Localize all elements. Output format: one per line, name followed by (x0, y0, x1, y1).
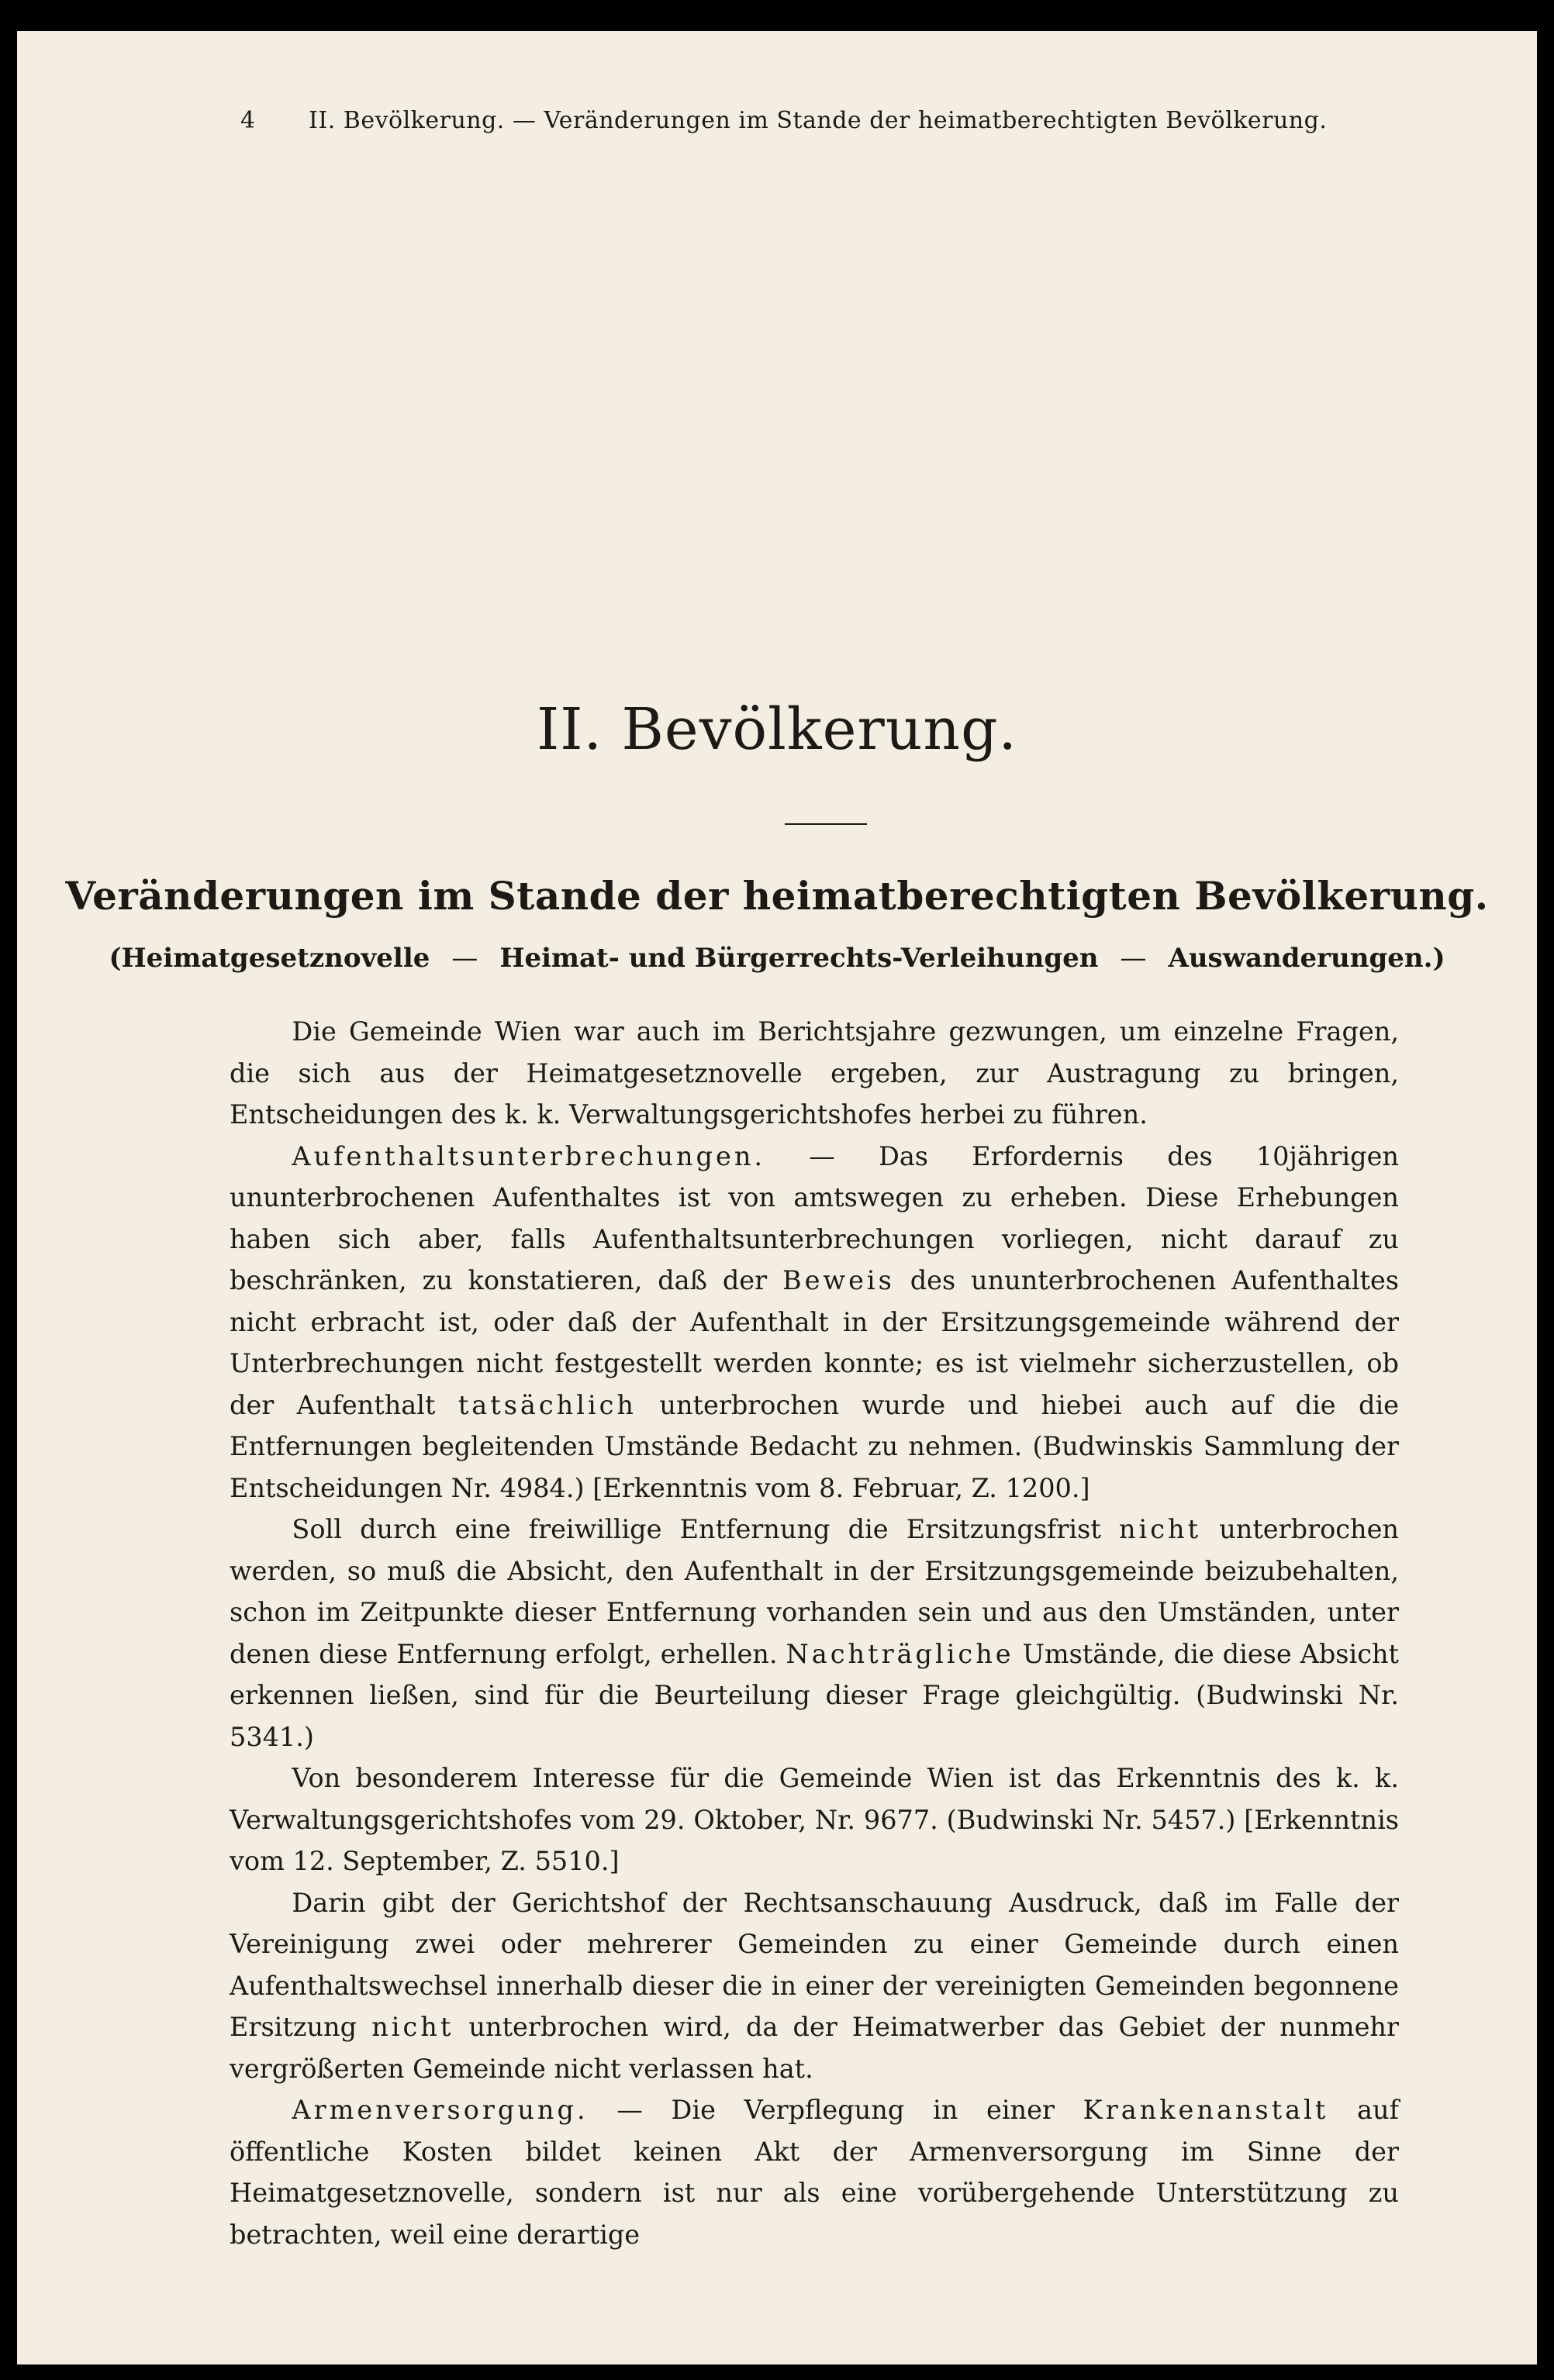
topic-verleihungen: Heimat- und Bürgerrechts-Verleihungen (499, 943, 1099, 974)
emphasis-beweis: Beweis (782, 1265, 895, 1295)
paragraph-text: unterbrochen werden, so muß die Absicht, den Aufenthalt in der Ersitzungsgemeinde beizubehalten, schon im Zeitpunkte dieser Entfernung vorhanden sein und aus den Umständen, unter denen diese Entfernung erfolgt, erhellen. (230, 1514, 1400, 1669)
header-separator: — (512, 107, 537, 134)
emphasis-tatsaechlich: tatsächlich (458, 1389, 637, 1420)
topic-auswanderungen: Auswanderungen. (1168, 943, 1433, 974)
paragraph-text: unterbrochen wurde und hiebei auch auf die die Entfernungen begleitenden Umstände Bedacht zu nehmen. (Budwinskis Sammlung der Entscheidungen Nr. 4984.) [Erkenntnis vom 8. Februar, Z. 1200.] (230, 1389, 1399, 1503)
paragraph-text: auf öffentliche Kosten bildet keinen Akt der Armenversorgung im Sinne der Heimatgesetznovelle, sondern ist nur als eine vorübergehende Unterstützung zu betrachten, weil eine derartige (230, 2095, 1399, 2250)
paragraph-aufenthaltsunterbrechungen (230, 1136, 1399, 1509)
topic-separator: — (451, 943, 478, 974)
emphasis-krankenanstalt: Krankenanstalt (1083, 2095, 1329, 2125)
header-section: II. Bevölkerung. (309, 107, 505, 134)
paragraph-vereinigung (230, 1882, 1399, 2090)
title-divider (785, 823, 867, 825)
paragraph-text: Darin gibt der Gerichtshof der Rechtsanschauung Ausdruck, daß im Falle der Vereinigung zwei oder mehrerer Gemeinden zu einer Gemeinde durch einen Aufenthaltswechsel innerhalb dieser die in einer der vereinigten Gemeinden begonnene Ersitzung (230, 1887, 1399, 2042)
term-aufenthaltsunterbrechungen: Aufenthaltsunterbrechungen. (292, 1140, 766, 1171)
paragraph-text: — Das Erfordernis des 10jährigen ununterbrochenen Aufenthaltes ist von amtswegen zu erheben. Diese Erhebungen haben sich aber, falls Aufenthaltsunterbrechungen vorliegen, nicht darauf zu beschränken, zu konstatieren, daß der (230, 1140, 1399, 1295)
page-number: 4 (240, 107, 256, 134)
paragraph-text: des ununterbrochenen Aufenthaltes nicht erbracht ist, oder daß der Aufenthalt in der Ersitzungsgemeinde während der Unterbrechungen nicht festgestellt werden konnte; es ist vielmehr sicherzustellen, ob der Aufenthalt (230, 1265, 1399, 1420)
paragraph-text: Umstände, die diese Absicht erkennen ließen, sind für die Beurteilung dieser Frage gleichgültig. (Budwinski Nr. 5341.) (230, 1638, 1399, 1752)
running-header (240, 107, 1357, 134)
section-title: II. Bevölkerung. (537, 696, 1017, 763)
paragraph-text: — Die Verpflegung in einer (588, 2095, 1083, 2125)
paragraph-freiwillige-entfernung (230, 1509, 1399, 1757)
topic-heimatgesetznovelle: Heimatgesetznovelle (121, 943, 430, 974)
body-text (230, 1011, 1399, 2255)
paragraph-erkenntnis: Von besonderem Interesse für die Gemeinde Wien ist das Erkenntnis des k. k. Verwaltungsgerichtshofes vom 29. Oktober, Nr. 9677. (Budwinski Nr. 5457.) [Erkenntnis vom 12. September, Z. 5510.] (230, 1763, 1399, 1876)
emphasis-nicht: nicht (371, 2012, 454, 2042)
document-page (17, 31, 1537, 2364)
paragraph-text: unterbrochen wird, da der Heimatwerber das Gebiet der nunmehr vergrößerten Gemeinde nicht verlassen hat. (230, 2012, 1400, 2084)
topic-separator: — (1120, 943, 1147, 974)
topic-close-paren: ) (1432, 943, 1445, 974)
header-chapter: Veränderungen im Stande der heimatberechtigten Bevölkerung. (544, 107, 1328, 134)
chapter-subtitle: Veränderungen im Stande der heimatberechtigten Bevölkerung. (65, 873, 1489, 919)
emphasis-nachtraegliche: Nachträgliche (786, 1638, 1014, 1669)
paragraph-text: Soll durch eine freiwillige Entfernung die Ersitzungsfrist (292, 1514, 1119, 1544)
paragraph-armenversorgung (230, 2089, 1399, 2255)
paragraph-intro: Die Gemeinde Wien war auch im Berichtsjahre gezwungen, um einzelne Fragen, die sich aus der Heimatgesetznovelle ergeben, zur Austragung zu bringen, Entscheidungen des k. k. Verwaltungsgerichtshofes herbei zu führen. (230, 1016, 1399, 1130)
topic-list (17, 943, 1537, 974)
emphasis-nicht: nicht (1118, 1514, 1202, 1544)
topic-open-paren: ( (109, 943, 122, 974)
term-armenversorgung: Armenversorgung. (292, 2095, 589, 2125)
